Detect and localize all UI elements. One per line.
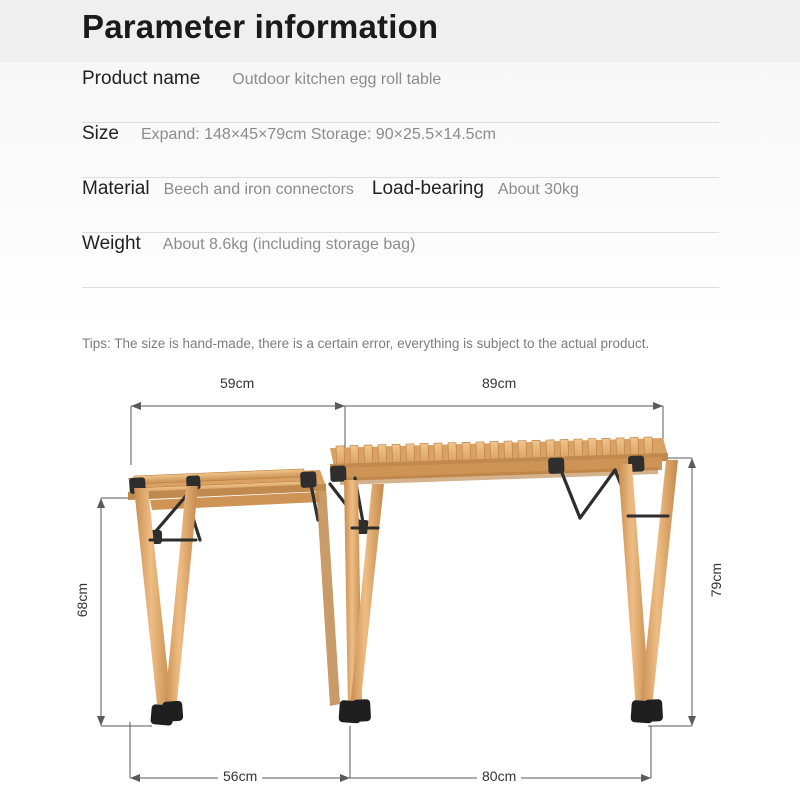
dimension-label-top-left: 59cm bbox=[215, 375, 259, 391]
leg-braces bbox=[150, 516, 668, 540]
spec-value-size: Expand: 148×45×79cm Storage: 90×25.5×14.5cm bbox=[140, 126, 496, 143]
spec-table bbox=[82, 68, 719, 288]
spec-row-material bbox=[82, 178, 719, 233]
dimension-label-bottom-left: 56cm bbox=[218, 768, 262, 784]
dimension-label-top-right: 89cm bbox=[477, 375, 521, 391]
dimension-label-bottom-right: 80cm bbox=[477, 768, 521, 784]
spec-tips: Tips: The size is hand-made, there is a certain error, everything is subject to the actual product. bbox=[82, 336, 650, 351]
spec-label-material: Material bbox=[82, 178, 150, 199]
spec-label-weight: Weight bbox=[82, 233, 141, 254]
dimension-label-left-height: 68cm bbox=[74, 578, 90, 622]
spec-row-product-name bbox=[82, 68, 719, 123]
spec-value-product-name: Outdoor kitchen egg roll table bbox=[232, 71, 442, 88]
spec-value-weight: About 8.6kg (including storage bag) bbox=[162, 236, 416, 253]
spec-label-size: Size bbox=[82, 123, 119, 144]
bottom-dimension-lines bbox=[130, 722, 651, 782]
spec-value-material: Beech and iron connectors bbox=[163, 181, 354, 198]
spec-value-load-bearing: About 30kg bbox=[497, 181, 579, 198]
product-dimension-diagram bbox=[0, 360, 800, 800]
spec-label-product-name: Product name bbox=[82, 68, 201, 89]
table-feet bbox=[150, 699, 663, 726]
dimension-label-right-height: 79cm bbox=[708, 558, 724, 602]
table-illustration bbox=[0, 360, 800, 800]
spec-label-load-bearing: Load-bearing bbox=[371, 178, 484, 199]
spec-row-weight bbox=[82, 233, 719, 288]
spec-row-size bbox=[82, 123, 719, 178]
page-title: Parameter information bbox=[82, 8, 439, 45]
